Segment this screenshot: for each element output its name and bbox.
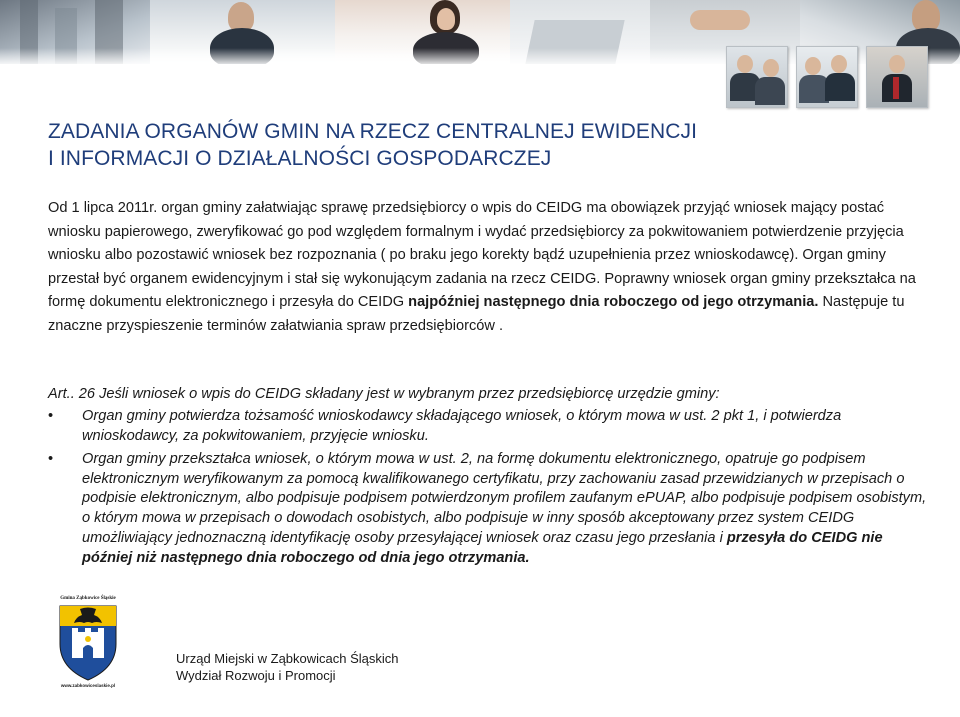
coat-of-arms-logo bbox=[52, 592, 124, 688]
bullet-item-1 bbox=[48, 407, 928, 447]
bullet-item-1-text: Organ gminy potwierdza tożsamość wnioskodawcy składającego wniosek, o którym mowa w ust. 2 pkt 1, i potwierdza wnioskodawcy, za pokwitowaniem, przyjęcie wniosku. bbox=[82, 408, 842, 444]
svg-text:Gmina Ząbkowice Śląskie: Gmina Ząbkowice Śląskie bbox=[60, 596, 116, 601]
intro-text-1: Od 1 lipca 2011r. organ gminy załatwiając sprawę przedsiębiorcy o wpis do CEIDG ma obowiązek przyjąć wniosek mający postać wniosku papierowego, zweryfikować go pod względem formalnym i wydać przedsiębiorcy za pokwitowaniem potwierdzenie przyjęcia wniosku albo pozostawić wniosek bez rozpoznania ( po braku jego korekty bądź uzupełnienia przez wnioskodawcę). Organ gminy przestał być organem ewidencyjnym i stał się wykonującym zadania na rzecz CEIDG. Poprawny wniosek organ gminy przekształca na formę dokumentu elektronicznego i przesyła do CEIDG bbox=[48, 200, 916, 311]
intro-paragraph bbox=[48, 197, 918, 339]
svg-text:www.zabkowiceslaskie.pl: www.zabkowiceslaskie.pl bbox=[60, 683, 116, 688]
footer-office-name: Urząd Miejski w Ząbkowicach Śląskich bbox=[176, 651, 399, 666]
bullet-item-2-bold: przesyła do CEIDG nie później niż następnego dnia roboczego od dnia jego otrzymania. bbox=[82, 529, 883, 566]
bullet-symbol: • bbox=[48, 451, 54, 467]
article-26-heading: Art.. 26 Jeśli wniosek o wpis do CEIDG składany jest w wybranym przez przedsiębiorcę urzędzie gminy: bbox=[48, 386, 720, 402]
footer-department: Wydział Rozwoju i Promocji bbox=[176, 668, 336, 683]
thumbnail-photo-3 bbox=[866, 46, 928, 108]
intro-bold-deadline: najpóźniej następnego dnia roboczego od jego otrzymania. bbox=[408, 294, 819, 311]
thumbnail-photo-2 bbox=[796, 46, 858, 108]
bullet-item-2 bbox=[48, 450, 928, 590]
bullet-symbol: • bbox=[48, 408, 54, 424]
title-line-2: I INFORMACJI O DZIAŁALNOŚCI GOSPODARCZEJ bbox=[48, 147, 552, 170]
intro-text-2: Następuje tu znaczne przyspieszenie terminów załatwiania spraw przedsiębiorców . bbox=[48, 294, 905, 334]
page-title bbox=[48, 118, 848, 172]
footer-office-info bbox=[176, 650, 399, 684]
bullet-item-2-text: Organ gminy przekształca wniosek, o którym mowa w ust. 2, na formę dokumentu elektronicznego, opatruje go podpisem elektronicznym weryfikowanym za pomocą kwalifikowanego certyfikatu, przy zachowaniu zasad przewidzianych w przepisach o podpisie elektronicznym, albo podpisuje podpisem potwierdzonym profilem zaufanym ePUAP, albo podpisuje podpisem osobistym, o którym mowa w przepisach o dowodach osobistych, albo podpisuje w inny sposób akceptowany przez system CEIDG umożliwiający jednoznaczną identyfikację osoby przesyłającej wniosek oraz czasu jego przesłania i przesyła do CEIDG nie później niż następnego dnia roboczego od dnia jego otrzymania. bbox=[82, 451, 927, 566]
title-line-1: ZADANIA ORGANÓW GMIN NA RZECZ CENTRALNEJ EWIDENCJI bbox=[48, 120, 698, 143]
thumbnail-photo-1 bbox=[726, 46, 788, 108]
